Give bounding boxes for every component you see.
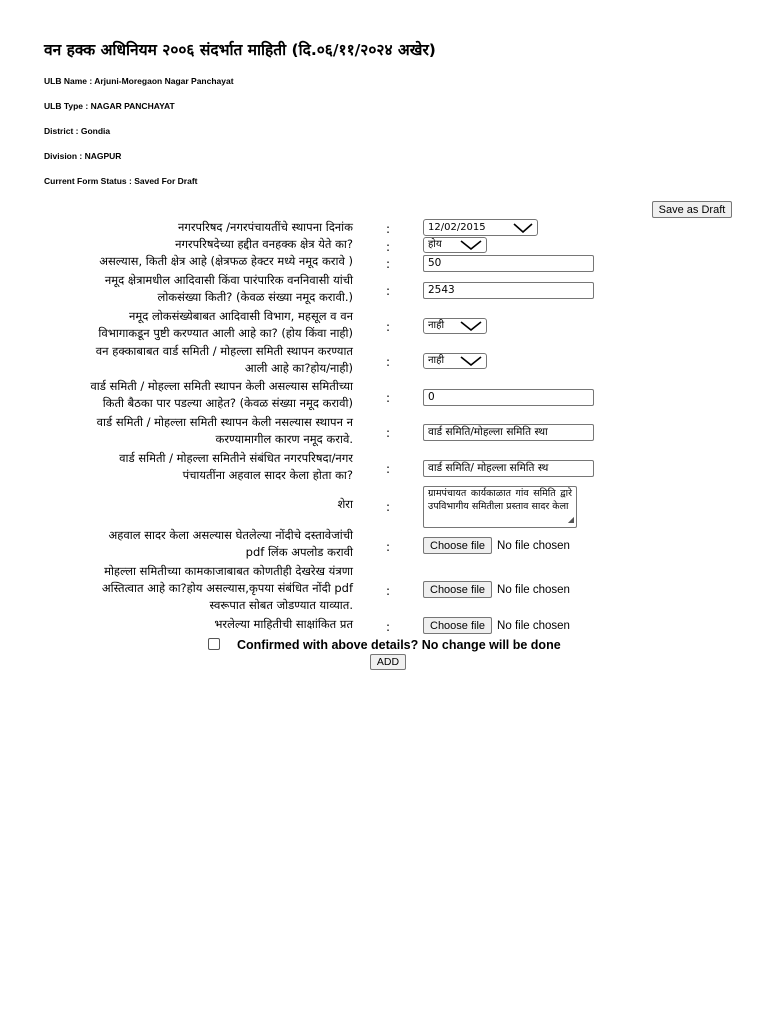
- establishment-date-select[interactable]: [423, 219, 538, 236]
- committee-formed-select[interactable]: [423, 353, 487, 369]
- chevron-down-icon: [460, 240, 482, 250]
- field-colon: :: [386, 391, 391, 405]
- field-label-reason-not-formed: वार्ड समिती / मोहल्ला समिती स्थापन केली नसल्यास स्थापन न करण्यामागील कारण नमूद करावे.: [96, 415, 353, 446]
- field-label-establishment-date: नगरपरिषद /नगरपंचायतींचे स्थापना दिनांक: [178, 220, 353, 234]
- choose-file-button[interactable]: Choose file: [423, 617, 492, 634]
- field-colon: :: [386, 320, 391, 334]
- field-colon: :: [386, 540, 391, 554]
- confirm-checkbox[interactable]: [208, 638, 220, 650]
- page-title: वन हक्क अधिनियम २००६ संदर्भात माहिती (दि.०६/११/२०२४ अखेर): [44, 41, 436, 59]
- form-status: Current Form Status : Saved For Draft: [44, 176, 198, 186]
- field-colon: :: [386, 620, 391, 634]
- field-label-committee-formed: वन हक्काबाबत वार्ड समिती / मोहल्ला समिती स्थापन करण्यात आली आहे का?होय/नाही): [95, 344, 353, 375]
- field-colon: :: [386, 426, 391, 440]
- field-label-monitoring-pdf: मोहल्ला समितीच्या कामकाजाबाबत कोणतीही देखरेख यंत्रणा अस्तित्वात आहे का?होय असल्यास,कृपया संबंधित नोंदी pdf स्वरूपात सोबत जोडण्यात याव्यात.: [101, 564, 353, 612]
- field-label-population: नमूद क्षेत्रामधील आदिवासी किंवा पारंपारिक वननिवासी यांची लोकसंख्या किती? (केवळ संख्या नमूद करावी.): [104, 273, 353, 304]
- field-colon: :: [386, 584, 391, 598]
- attested-copy-file-input[interactable]: [423, 617, 570, 634]
- resize-handle-icon[interactable]: ◢: [567, 514, 574, 524]
- area-hectares-input[interactable]: 50: [423, 255, 594, 272]
- meetings-count-input[interactable]: 0: [423, 389, 594, 406]
- committee-formed-value: नाही: [428, 355, 445, 366]
- field-label-report-pdf: अहवाल सादर केला असल्यास घेतलेल्या नोंदीचे दस्तावेजांची pdf लिंक अपलोड करावी: [108, 528, 353, 559]
- population-input[interactable]: 2543: [423, 282, 594, 299]
- save-draft-button[interactable]: Save as Draft: [652, 201, 732, 218]
- reason-not-formed-input[interactable]: वार्ड समिति/मोहल्ला समिति स्था: [423, 424, 594, 441]
- field-colon: :: [386, 240, 391, 254]
- field-label-meetings-count: वार्ड समिती / मोहल्ला समिती स्थापन केली असल्यास समितीच्या किती बैठका पार पडल्या आहेत? (केवळ संख्या नमूद करावी): [90, 379, 353, 410]
- remarks-value: ग्रामपंचायत कार्यकाळात गांव समिति द्वारे उपविभागीय समितीला प्रस्ताव सादर केला: [428, 488, 572, 512]
- chevron-down-icon: [460, 321, 482, 331]
- field-colon: :: [386, 284, 391, 298]
- district: District : Gondia: [44, 126, 111, 136]
- field-label-report-submitted: वार्ड समिती / मोहल्ला समितीने संबंधित नगरपरिषदा/नगर पंचायतींना अहवाल सादर केला होता का?: [119, 451, 353, 482]
- file-status: No file chosen: [497, 619, 570, 632]
- ulb-type: ULB Type : NAGAR PANCHAYAT: [44, 101, 175, 111]
- field-label-remarks: शेरा: [337, 497, 353, 511]
- monitoring-pdf-file-input[interactable]: [423, 581, 570, 598]
- population-confirmed-value: नाही: [428, 320, 445, 331]
- remarks-textarea[interactable]: [423, 486, 577, 528]
- field-label-area-hectares: असल्यास, किती क्षेत्र आहे (क्षेत्रफळ हेक्टर मध्ये नमूद करावे ): [99, 254, 353, 268]
- field-colon: :: [386, 462, 391, 476]
- forest-area-value: होय: [428, 239, 442, 250]
- chevron-down-icon: [513, 223, 533, 233]
- population-confirmed-select[interactable]: [423, 318, 487, 334]
- add-button[interactable]: ADD: [370, 654, 406, 670]
- forest-area-select[interactable]: [423, 237, 487, 253]
- file-status: No file chosen: [497, 539, 570, 552]
- confirm-label: Confirmed with above details? No change will be done: [237, 638, 561, 652]
- field-colon: :: [386, 355, 391, 369]
- file-status: No file chosen: [497, 583, 570, 596]
- field-label-attested-copy: भरलेल्या माहितीची साक्षांकित प्रत: [214, 617, 353, 631]
- field-colon: :: [386, 222, 391, 236]
- choose-file-button[interactable]: Choose file: [423, 581, 492, 598]
- ulb-name: ULB Name : Arjuni-Moregaon Nagar Panchayat: [44, 76, 234, 86]
- field-colon: :: [386, 257, 391, 271]
- chevron-down-icon: [460, 356, 482, 366]
- field-label-forest-area: नगरपरिषदेच्या हद्दीत वनहक्क क्षेत्र येते का?: [175, 237, 353, 251]
- choose-file-button[interactable]: Choose file: [423, 537, 492, 554]
- report-submitted-input[interactable]: वार्ड समिति/ मोहल्ला समिति स्थ: [423, 460, 594, 477]
- field-label-population-confirmed: नमूद लोकसंख्येबाबत आदिवासी विभाग, महसूल व वन विभागाकडून पुष्टी करण्यात आली आहे का? (होय किंवा नाही): [98, 309, 353, 340]
- establishment-date-value: 12/02/2015: [428, 221, 486, 233]
- field-colon: :: [386, 500, 391, 514]
- division: Division : NAGPUR: [44, 151, 122, 161]
- report-pdf-file-input[interactable]: [423, 537, 570, 554]
